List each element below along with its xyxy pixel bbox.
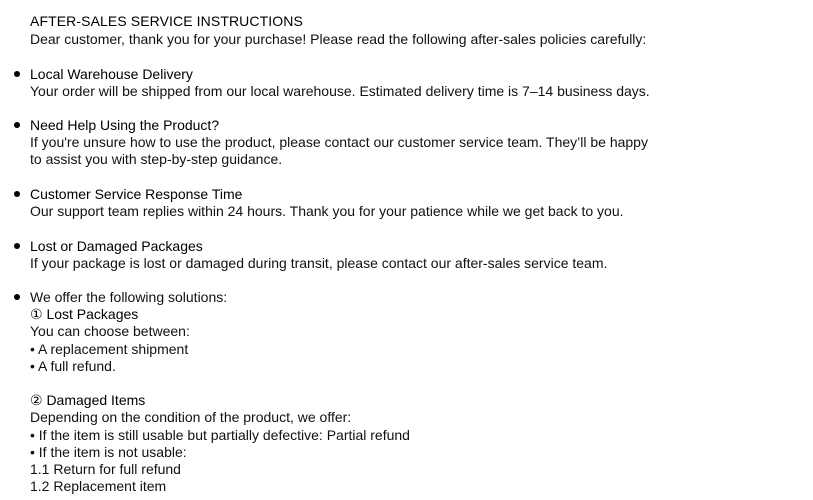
section-heading-delivery: Local Warehouse Delivery bbox=[30, 66, 193, 82]
damaged-items-title: ② Damaged Items bbox=[30, 392, 146, 408]
lost-packages-option: • A replacement shipment bbox=[30, 341, 189, 357]
damaged-items-suboption: 1.2 Replacement item bbox=[30, 478, 167, 494]
damaged-items-text: Depending on the condition of the product, we offer: bbox=[30, 409, 352, 425]
section-heading-lost-damaged: Lost or Damaged Packages bbox=[30, 238, 203, 254]
bullet-icon bbox=[14, 243, 20, 249]
intro-text: Dear customer, thank you for your purchase! Please read the following after-sales policies carefully: bbox=[30, 31, 647, 47]
section-text-response: Our support team replies within 24 hours. Thank you for your patience while we get back to you. bbox=[30, 203, 624, 219]
document-title: AFTER-SALES SERVICE INSTRUCTIONS bbox=[30, 13, 303, 29]
lost-packages-title: ① Lost Packages bbox=[30, 306, 139, 322]
damaged-items-option: • If the item is still usable but partially defective: Partial refund bbox=[30, 427, 410, 443]
bullet-icon bbox=[14, 71, 20, 77]
section-heading-help: Need Help Using the Product? bbox=[30, 117, 220, 133]
section-text-help-2: to assist you with step-by-step guidance. bbox=[30, 151, 283, 167]
lost-packages-text: You can choose between: bbox=[30, 323, 190, 339]
lost-packages-option: • A full refund. bbox=[30, 358, 116, 374]
section-text-lost-damaged: If your package is lost or damaged during transit, please contact our after-sales service team. bbox=[30, 255, 608, 271]
damaged-items-option: • If the item is not usable: bbox=[30, 444, 187, 460]
damaged-items-suboption: 1.1 Return for full refund bbox=[30, 461, 181, 477]
bullet-icon bbox=[14, 122, 20, 128]
solutions-heading: We offer the following solutions: bbox=[30, 289, 228, 305]
section-text-delivery: Your order will be shipped from our local warehouse. Estimated delivery time is 7–14 business days. bbox=[30, 83, 650, 99]
bullet-icon bbox=[14, 191, 20, 197]
bullet-icon bbox=[14, 294, 20, 300]
section-heading-response: Customer Service Response Time bbox=[30, 186, 243, 202]
section-text-help-1: If you're unsure how to use the product, please contact our customer service team. They’ll be happy bbox=[30, 134, 648, 150]
